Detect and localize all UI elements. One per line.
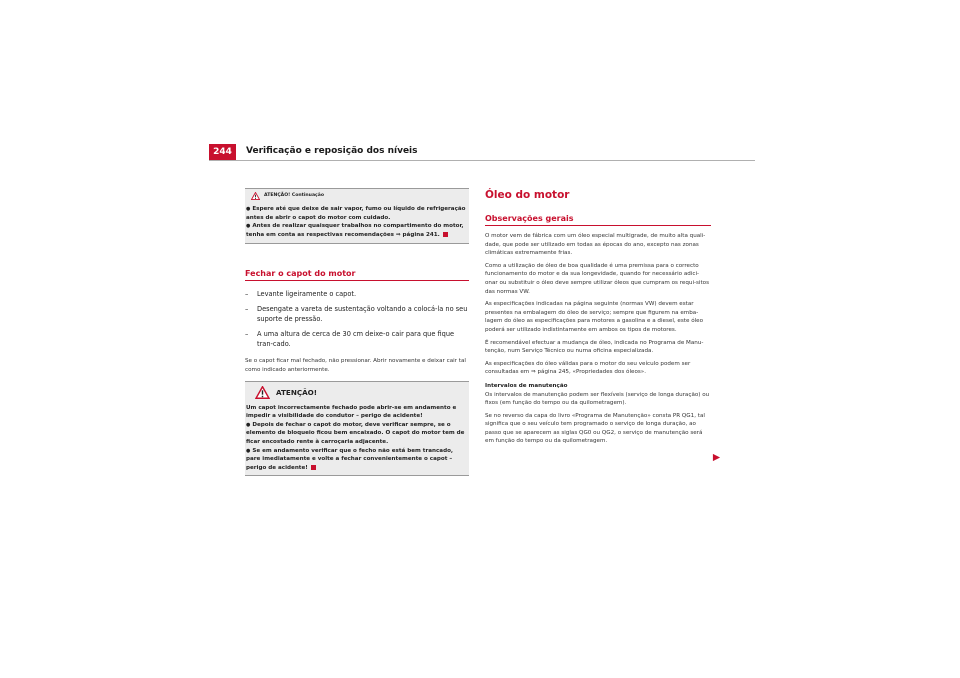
warning-body: [245, 404, 469, 476]
right-column: [485, 188, 711, 446]
warning-item: ● Espere até que deixe de sair vapor, fumo ou líquido de refrigeração antes de abrir o capot do motor com cuidado.: [246, 206, 466, 221]
end-marker-icon: [443, 232, 448, 237]
step-item: – Desengate a vareta de sustentação voltando a colocá-la no seu suporte de pressão.: [245, 305, 468, 324]
left-column: [245, 188, 469, 476]
bullet-icon: ●: [246, 421, 251, 428]
warning-item: ● Antes de realizar quaisquer trabalhos no compartimento do motor, tenha em conta as respectivas recomendações ⇒ página 241.: [246, 223, 464, 238]
step-item: – A uma altura de cerca de 30 cm deixe-o cair para que fique tran-cado.: [245, 330, 455, 349]
bullet-icon: ●: [246, 206, 251, 212]
warning-item: ● Se em andamento verificar que o fecho não está bem trancado, pare imediatamente e volte a fechar convenientemente o capot – perigo de acidente!: [246, 447, 454, 471]
interval-paragraph: Os intervalos de manutenção podem ser flexíveis (serviço de longa duração) ou fixos (em função do tempo ou da quilometragem).: [485, 391, 710, 407]
main-section-title: Óleo do motor: [485, 189, 570, 201]
header-divider: [209, 160, 755, 161]
warning-header: [245, 382, 469, 404]
page-number: 244: [209, 144, 236, 161]
warning-continuation-box: [245, 188, 469, 244]
continue-arrow-icon: [712, 453, 721, 462]
section-title-close-hood: Fechar o capot do motor: [245, 269, 469, 281]
interval-heading: Intervalos de manutenção: [485, 382, 568, 389]
warning-title: ATENÇÃO!: [276, 388, 318, 398]
warning-box: [245, 381, 469, 477]
bullet-icon: ●: [246, 223, 251, 230]
close-hood-note: Se o capot ficar mal fechado, não pressionar. Abrir novamente e deixar cair tal como indicado anteriormente.: [245, 358, 466, 373]
step-item: – Levante ligeiramente o capot.: [245, 290, 357, 299]
warning-intro: Um capot incorrectamente fechado pode abrir-se em andamento e impedir a visibilidade do condutor – perigo de acidente!: [246, 404, 457, 420]
interval-paragraph: Se no reverso da capa do livro «Programa de Manutenção» consta PR QG1, tal significa que o seu veículo tem programado o serviço de longa duração, ao passo que se aparecem as siglas QG0 ou QG2, o serviço de manutenção será em função do tempo ou da quilometragem.: [485, 412, 705, 445]
warning-continuation-title: ATENÇÃO! Continuação: [264, 193, 325, 198]
page-header: [209, 144, 755, 161]
warning-item: ● Depois de fechar o capot do motor, deve verificar sempre, se o elemento de bloqueio ficou bem encaixado. O capot do motor tem de ficar encostado rente à carroçaria adjacente.: [246, 421, 465, 445]
warning-continuation-header: [245, 189, 469, 202]
section-subtitle: Observações gerais: [485, 214, 711, 226]
warning-triangle-icon: [255, 386, 270, 399]
warning-continuation-body: [245, 202, 469, 243]
end-marker-icon: [311, 465, 316, 470]
oil-paragraph: Como a utilização de óleo de boa qualidade é uma premissa para o correcto funcionamento do motor e da sua longevidade, quando for necessário adici-onar ou substituir o óleo deve sempre utilizar óleos que cumpram os requi-sitos das normas VW.: [485, 262, 710, 295]
chapter-title: Verificação e reposição dos níveis: [246, 146, 418, 156]
oil-paragraph: As especificações do óleo válidas para o motor do seu veículo podem ser consultadas em ⇒ página 245, «Propriedades dos óleos».: [485, 360, 691, 376]
oil-paragraph: É recomendável efectuar a mudança de óleo, indicada no Programa de Manu-tenção, num Serviço Técnico ou numa oficina especializada.: [485, 339, 704, 355]
warning-triangle-icon: [251, 192, 260, 200]
bullet-icon: ●: [246, 447, 251, 454]
oil-paragraph: O motor vem de fábrica com um óleo especial multigrade, de muito alta quali-dade, que pode ser utilizado em todas as épocas do ano, excepto nas zonas climáticas extremamente frias.: [485, 233, 706, 257]
oil-paragraph: As especificações indicadas na página seguinte (normas VW) devem estar presentes na embalagem do óleo de serviço; sempre que figurem na emba-lagem do óleo as especificações para motores a gasolina e a diesel, este óleo poderá ser utilizado indistintamente em ambos os tipos de motores.: [485, 301, 704, 333]
